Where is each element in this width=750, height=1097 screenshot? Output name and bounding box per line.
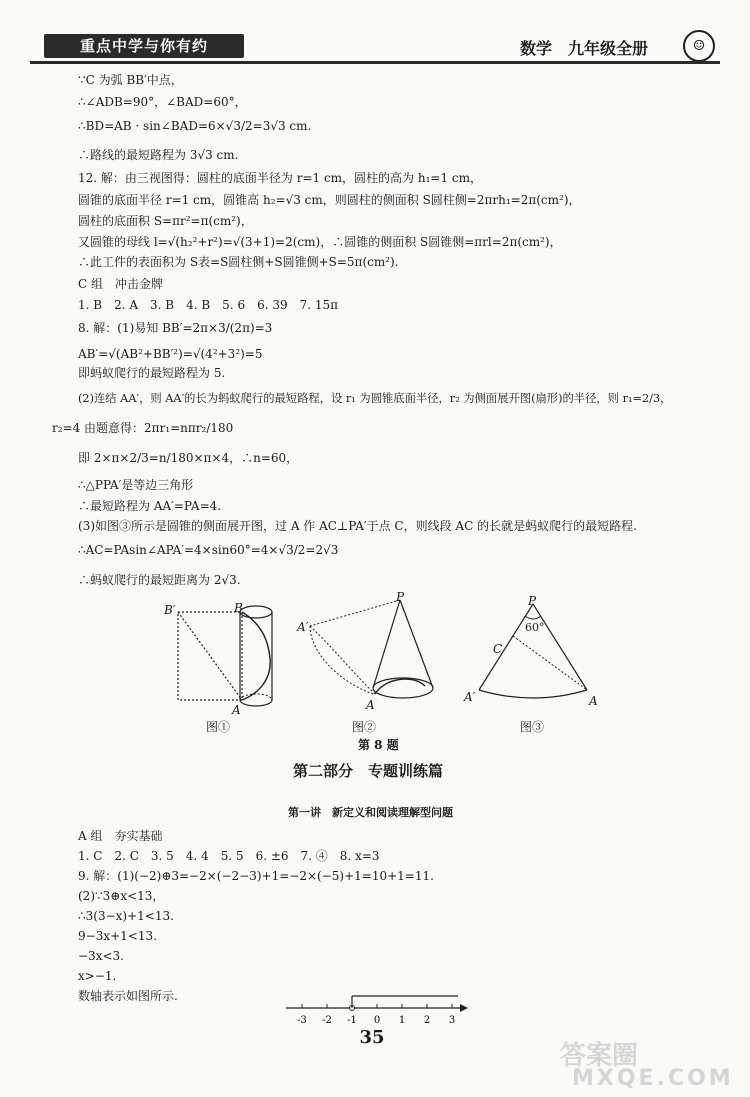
text-line: −3x<3.	[78, 949, 124, 963]
text-line: 圆柱的底面积 S=πr²=π(cm²)，	[78, 214, 253, 228]
text-line: ∴AC=PAsin∠APA′=4×sin60°=4×√3/2=2√3	[78, 543, 339, 557]
header-rule	[30, 61, 720, 64]
fig1-label-b-prime: B′	[164, 603, 176, 617]
fig3-label-angle: 60°	[525, 621, 545, 634]
fig2-label-a: A	[366, 698, 375, 712]
text-line: 即 2×π×2/3=n/180×π×4，∴n=60，	[78, 451, 299, 465]
text-line: ∴BD=AB · sin∠BAD=6×√3/2=3√3 cm.	[78, 119, 312, 133]
fig1-label-a: A	[232, 703, 241, 717]
text-line: ∵C 为弧 BB′中点，	[78, 73, 183, 87]
text-line: x>−1.	[78, 969, 117, 983]
answer-line: 1. B 2. A 3. B 4. B 5. 6 6. 39 7. 15π	[78, 298, 339, 312]
number-line-tick: -2	[322, 1015, 332, 1026]
text-line: 圆锥的底面半径 r=1 cm，圆锥高 h₂=√3 cm，则圆柱的侧面积 S圆柱侧=2πrh₁=2π(cm²)，	[78, 193, 581, 207]
text-line: ∴路线的最短路程为 3√3 cm.	[78, 148, 239, 162]
fig3-label-a: A	[589, 694, 598, 708]
fig2-label-p: P	[396, 590, 405, 604]
text-line: 又圆锥的母线 l=√(h₂²+r²)=√(3+1)=2(cm)，∴圆锥的侧面积 S圆锥侧=πrl=2π(cm²)，	[78, 235, 562, 249]
fig2-caption: 图②	[352, 720, 377, 734]
part-title: 第二部分 专题训练篇	[293, 762, 444, 780]
number-line-tick: 2	[423, 1015, 431, 1026]
figure-1-cylinder	[160, 598, 290, 720]
fig3-label-c: C	[493, 642, 503, 656]
fig1-label-b: B	[234, 601, 243, 615]
text-line: ∴此工件的表面积为 S表=S圆柱侧+S圆锥侧+S=5π(cm²).	[78, 255, 399, 269]
text-line: 9. 解：(1)(−2)⊕3=−2×(−2−3)+1=−2×(−5)+1=10+1=11.	[78, 869, 434, 883]
brand-logo: 重点中学与你有约	[44, 34, 244, 58]
number-line-tick: 3	[448, 1015, 456, 1026]
fig3-caption: 图③	[520, 720, 545, 734]
text-line: AB′=√(AB²+BB′²)=√(4²+3²)=5	[78, 347, 263, 361]
text-line: (2)连结 AA′，则 AA′的长为蚂蚁爬行的最短路程，设 r₁ 为圆锥底面半径，r₂ 为侧面展开图(扇形)的半径，则 r₁=2/3，	[78, 392, 672, 405]
text-line: ∴3(3−x)+1<13.	[78, 909, 174, 923]
fig1-caption: 图①	[206, 720, 231, 734]
figure-group-caption: 第 8 题	[358, 738, 399, 752]
text-line: (3)如图③所示是圆锥的侧面展开图，过 A 作 AC⊥PA′于点 C，则线段 AC 的长就是蚂蚁爬行的最短路程.	[78, 519, 637, 533]
text-line: 数轴表示如图所示.	[78, 989, 178, 1003]
figure-3-sector	[465, 590, 605, 715]
figure-2-cone	[295, 590, 455, 715]
fig3-label-p: P	[528, 594, 537, 608]
number-line-tick: 1	[398, 1015, 406, 1026]
section-label: C 组 冲击金牌	[78, 277, 163, 291]
text-line: 即蚂蚁爬行的最短路程为 5.	[78, 366, 226, 380]
text-line: 12. 解：由三视图得：圆柱的底面半径为 r=1 cm，圆柱的高为 h₁=1 cm，	[78, 171, 483, 185]
text-line: ∴∠ADB=90°，∠BAD=60°，	[78, 95, 247, 109]
section-label: A 组 夯实基础	[78, 829, 163, 843]
number-line-tick: 0	[373, 1015, 381, 1026]
number-line	[280, 992, 470, 1028]
number-line-tick: -3	[297, 1015, 307, 1026]
lesson-title: 第一讲 新定义和阅读理解型问题	[288, 806, 453, 819]
fig3-label-a-prime: A′	[464, 690, 476, 704]
number-line-tick: -1	[347, 1015, 357, 1026]
text-line: (2)∵3⊕x<13，	[78, 889, 165, 903]
header-subject: 数学 九年级全册	[520, 39, 649, 58]
fig2-label-a-prime: A′	[297, 620, 309, 634]
watermark-url: MXQE.COM	[572, 1066, 734, 1091]
text-line: r₂=4 由题意得：2πr₁=nπr₂/180	[52, 421, 234, 435]
text-line: ∴△PPA′是等边三角形	[78, 478, 194, 492]
watermark-logo: 答案圈	[560, 1041, 639, 1071]
page-number: 35	[359, 1027, 385, 1048]
brand-emblem-icon: ☺	[683, 30, 715, 62]
text-line: ∴最短路程为 AA′=PA=4.	[78, 499, 222, 513]
text-line: 8. 解：(1)易知 BB′=2π×3/(2π)=3	[78, 321, 273, 335]
answer-line: 1. C 2. C 3. 5 4. 4 5. 5 6. ±6 7. ④ 8. x=3	[78, 849, 380, 863]
text-line: 9−3x+1<13.	[78, 929, 157, 943]
text-line: ∴蚂蚁爬行的最短距离为 2√3.	[78, 573, 241, 587]
